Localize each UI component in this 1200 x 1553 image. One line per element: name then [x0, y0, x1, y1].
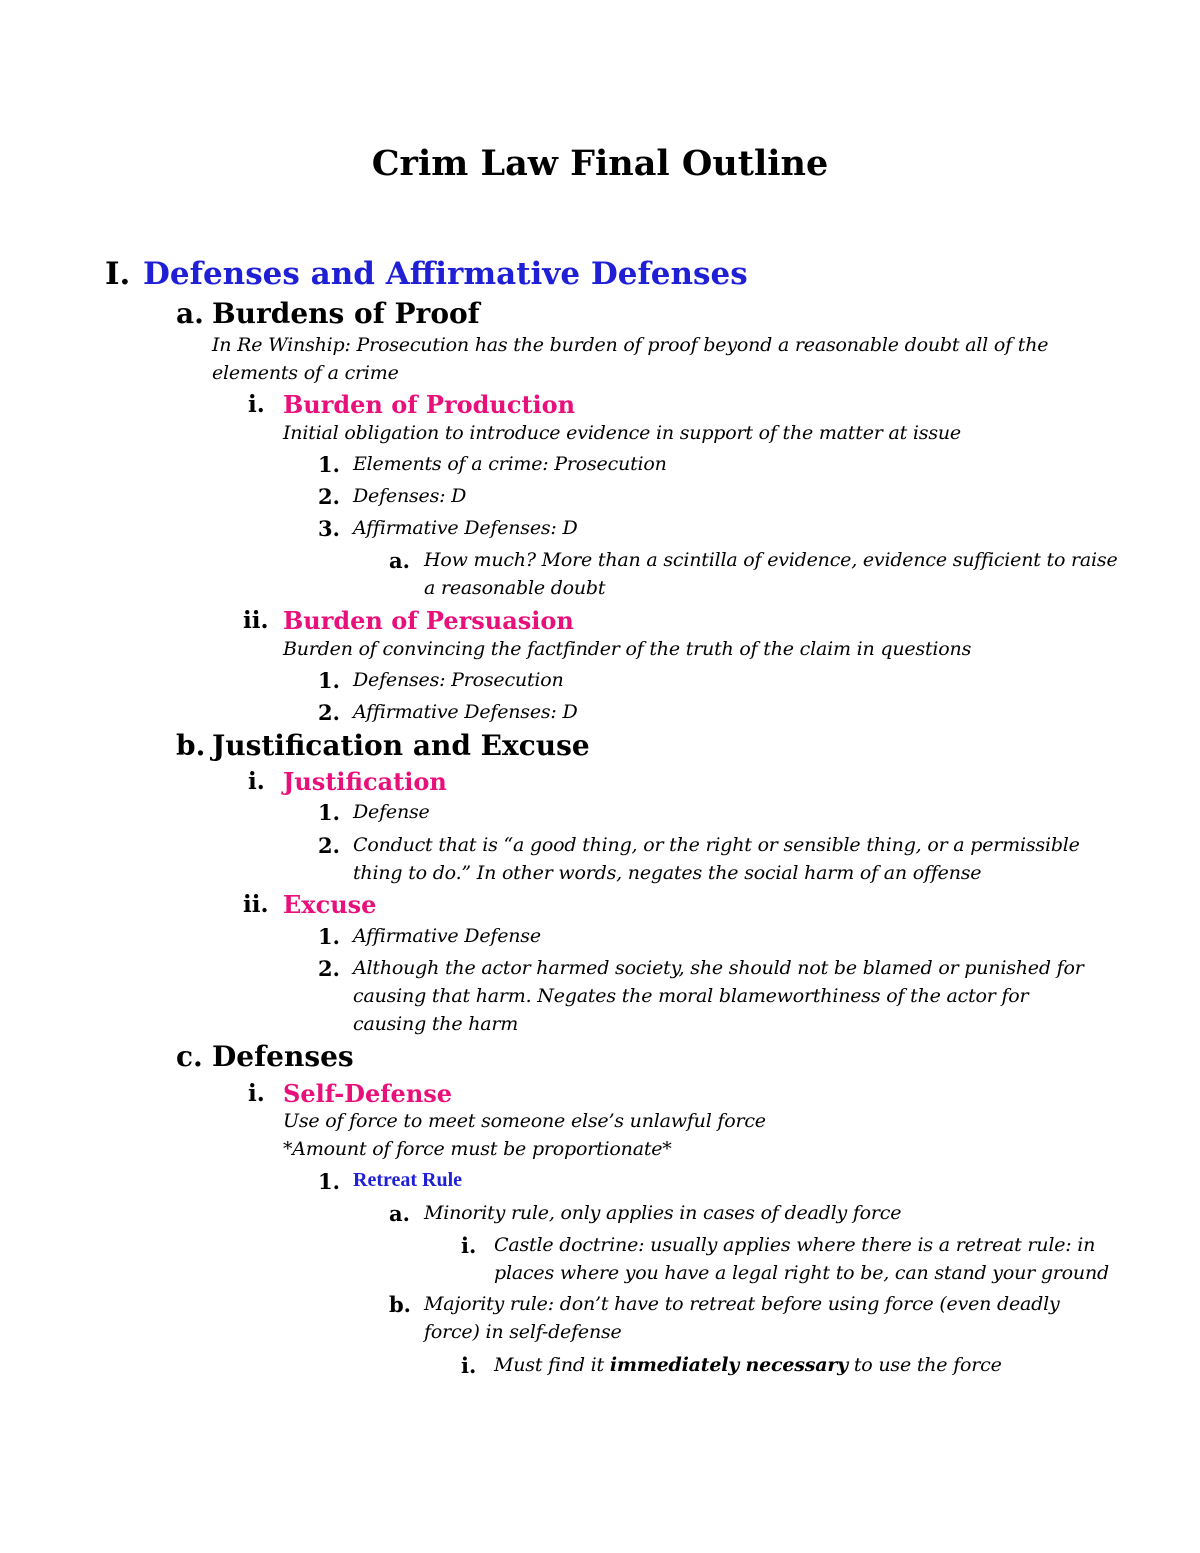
list-item: Although the actor harmed society, she should not be blamed or punished for: [353, 957, 1084, 979]
list-number: 2.: [318, 833, 340, 858]
list-item: Castle doctrine: usually applies where there is a retreat rule: in: [494, 1234, 1096, 1256]
topic-heading: Burden of Production: [283, 390, 576, 419]
section-number: I.: [105, 256, 131, 292]
list-letter: a.: [389, 1201, 410, 1226]
item-number: i.: [248, 391, 265, 418]
list-item: Conduct that is “a good thing, or the right or sensible thing, or a permissible: [353, 834, 1080, 856]
description-text: Initial obligation to introduce evidence in support of the matter at issue: [283, 422, 961, 444]
list-item-continuation: thing to do.” In other words, negates the social harm of an offense: [353, 862, 982, 884]
document-title: Crim Law Final Outline: [371, 143, 829, 184]
subsection-heading: Defenses: [212, 1040, 354, 1073]
emphasized-text: immediately necessary: [609, 1354, 849, 1376]
list-item-continuation: force) in self-defense: [424, 1321, 622, 1343]
section-heading: Defenses and Affirmative Defenses: [143, 256, 748, 292]
rule-heading: Retreat Rule: [353, 1169, 463, 1191]
subsection-number: c.: [176, 1040, 203, 1073]
list-item-continuation: causing the harm: [353, 1013, 519, 1035]
list-roman: i.: [461, 1233, 477, 1258]
list-item: Affirmative Defenses: D: [353, 517, 578, 539]
description-text: Use of force to meet someone else’s unlawful force: [283, 1110, 766, 1132]
topic-heading: Burden of Persuasion: [283, 606, 574, 635]
list-number: 1.: [318, 800, 340, 825]
description-text: elements of a crime: [212, 362, 399, 384]
list-item-continuation: causing that harm. Negates the moral blameworthiness of the actor for: [353, 985, 1029, 1007]
list-item: Defense: [353, 801, 430, 823]
list-item: Defenses: Prosecution: [353, 669, 564, 691]
list-number: 2.: [318, 956, 340, 981]
subsection-heading: Justification and Excuse: [212, 729, 590, 762]
list-item-text: Must find it: [494, 1354, 610, 1376]
list-item: Majority rule: don’t have to retreat before using force (even deadly: [424, 1293, 1060, 1315]
list-item: Elements of a crime: Prosecution: [353, 453, 667, 475]
topic-heading: Self-Defense: [283, 1079, 453, 1108]
list-item: [494, 1354, 1002, 1376]
item-number: i.: [248, 768, 265, 795]
list-item-continuation: places where you have a legal right to be, can stand your ground: [494, 1262, 1109, 1284]
list-letter: a.: [389, 548, 410, 573]
topic-heading: Justification: [283, 767, 447, 796]
subsection-number: b.: [176, 729, 206, 762]
list-item-continuation: a reasonable doubt: [424, 577, 606, 599]
list-item: Minority rule, only applies in cases of deadly force: [424, 1202, 902, 1224]
list-item: How much? More than a scintilla of evidence, evidence sufficient to raise: [424, 549, 1118, 571]
list-item-text: to use the force: [848, 1354, 1002, 1376]
list-number: 3.: [318, 516, 340, 541]
list-number: 1.: [318, 924, 340, 949]
list-item: Defenses: D: [353, 485, 467, 507]
description-text: *Amount of force must be proportionate*: [283, 1138, 672, 1160]
list-number: 2.: [318, 700, 340, 725]
list-item: Affirmative Defense: [353, 925, 541, 947]
subsection-number: a.: [176, 297, 204, 330]
list-number: 1.: [318, 452, 340, 477]
item-number: ii.: [243, 891, 269, 918]
topic-heading: Excuse: [283, 890, 377, 919]
list-item: Affirmative Defenses: D: [353, 701, 578, 723]
list-letter: b.: [389, 1292, 411, 1317]
description-text: Burden of convincing the factfinder of the truth of the claim in questions: [283, 638, 972, 660]
list-number: 1.: [318, 668, 340, 693]
list-number: 2.: [318, 484, 340, 509]
item-number: i.: [248, 1080, 265, 1107]
item-number: ii.: [243, 607, 269, 634]
subsection-heading: Burdens of Proof: [212, 297, 480, 330]
list-number: 1.: [318, 1169, 340, 1194]
description-text: In Re Winship: Prosecution has the burden of proof beyond a reasonable doubt all of the: [212, 334, 1049, 356]
list-roman: i.: [461, 1353, 477, 1378]
